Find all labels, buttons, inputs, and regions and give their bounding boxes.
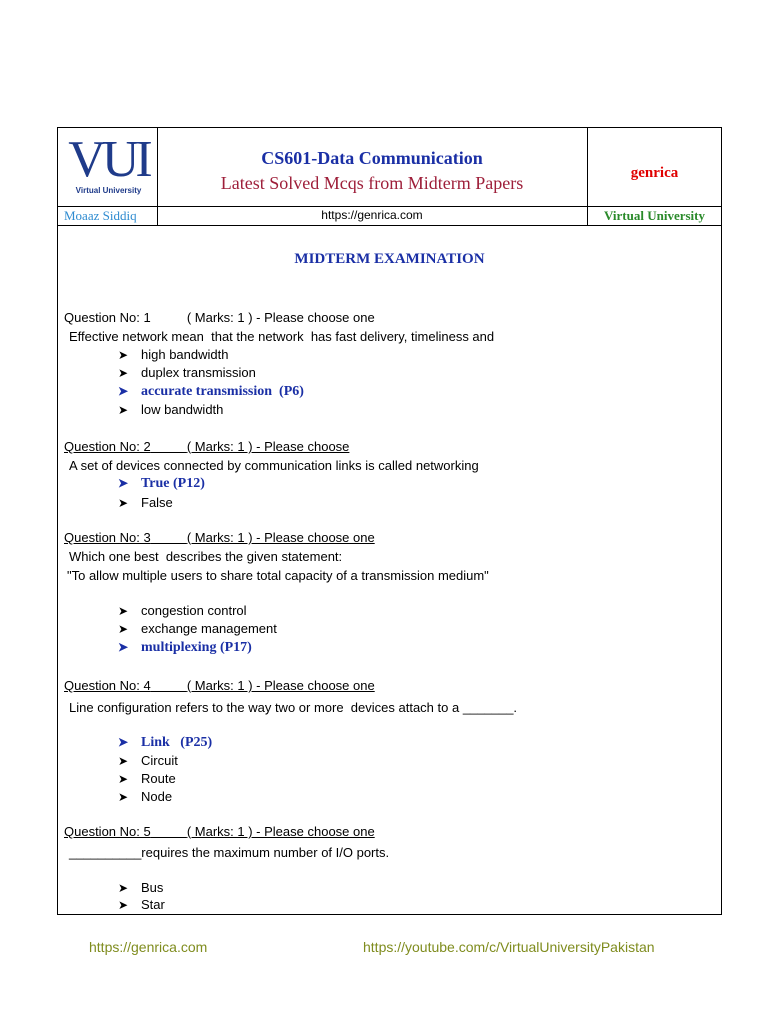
vu-logo [64,131,153,198]
correct-answer-option: ➤ accurate transmission (P6) [118,384,304,399]
site-url[interactable]: https://genrica.com [321,208,423,222]
exam-title: MIDTERM EXAMINATION [294,251,485,267]
question-heading [64,678,375,693]
question-number: Question No: 2 [64,439,151,454]
question-stem-quote: "To allow multiple users to share total capacity of a transmission medium" [67,568,489,583]
question-number: Question No: 5 [64,824,151,839]
footer-link-genrica[interactable]: https://genrica.com [89,939,208,955]
answer-option: ➤ high bandwidth [118,347,229,362]
question-stem: Effective network mean that the network has fast delivery, timeliness and [69,329,495,344]
arrow-bullet-icon: ➤ [118,754,129,768]
answer-option: ➤ Bus [118,880,164,895]
answer-option: ➤ exchange management [118,621,277,636]
university-name: Virtual University [604,208,705,223]
answer-option: ➤ Route [118,771,176,786]
arrow-bullet-icon: ➤ [118,366,129,380]
question-number: Question No: 4 [64,678,151,693]
document-frame [57,127,722,915]
course-title: CS601-Data Communication [261,148,483,168]
arrow-bullet-icon: ➤ [118,881,129,895]
question-marks: ( Marks: 1 ) - Please choose one [186,310,375,325]
arrow-bullet-icon: ➤ [118,772,129,786]
answer-option: ➤ Circuit [118,753,178,768]
question-stem: Which one best describes the given statement: [69,549,343,564]
question-heading [64,824,375,839]
question-number: Question No: 3 [64,530,151,545]
document-subtitle: Latest Solved Mcqs from Midterm Papers [220,173,524,193]
footer-link-youtube[interactable]: https://youtube.com/c/VirtualUniversityPakistan [363,939,655,955]
arrow-bullet-icon: ➤ [118,640,129,654]
question-heading [64,439,349,454]
author-name: Moaaz Siddiq [64,208,137,223]
arrow-bullet-icon: ➤ [118,403,129,417]
question-heading [64,530,375,545]
correct-answer-option: ➤ multiplexing (P17) [118,640,252,655]
question-stem: __________requires the maximum number of I/O ports. [69,845,390,860]
logo-subtext: Virtual University [75,186,142,195]
arrow-bullet-icon: ➤ [118,348,129,362]
answer-option: ➤ low bandwidth [118,402,224,417]
question-stem: A set of devices connected by communication links is called networking [69,458,479,473]
answer-option: ➤ congestion control [118,603,247,618]
arrow-bullet-icon: ➤ [118,790,129,804]
correct-answer-option: ➤ True (P12) [118,476,205,491]
info-row [58,206,721,226]
question-marks: ( Marks: 1 ) - Please choose [186,439,350,454]
answer-option: ➤ False [118,495,173,510]
arrow-bullet-icon: ➤ [118,735,129,749]
logo-text: VUI [68,131,149,188]
arrow-bullet-icon: ➤ [118,622,129,636]
arrow-bullet-icon: ➤ [118,496,129,510]
question-heading [64,310,375,325]
arrow-bullet-icon: ➤ [118,898,129,912]
answer-option: ➤ duplex transmission [118,365,256,380]
correct-answer-option: ➤ Link (P25) [118,735,213,750]
brand-label: genrica [630,165,679,181]
answer-option: ➤ Star [118,897,165,912]
arrow-bullet-icon: ➤ [118,384,129,398]
question-marks: ( Marks: 1 ) - Please choose one [186,678,375,693]
arrow-bullet-icon: ➤ [118,604,129,618]
answer-option: ➤ Node [118,789,173,804]
question-stem: Line configuration refers to the way two or more devices attach to a _______. [69,700,518,715]
arrow-bullet-icon: ➤ [118,476,129,490]
question-marks: ( Marks: 1 ) - Please choose one [186,530,375,545]
question-number: Question No: 1 [64,310,151,325]
question-marks: ( Marks: 1 ) - Please choose one [186,824,375,839]
